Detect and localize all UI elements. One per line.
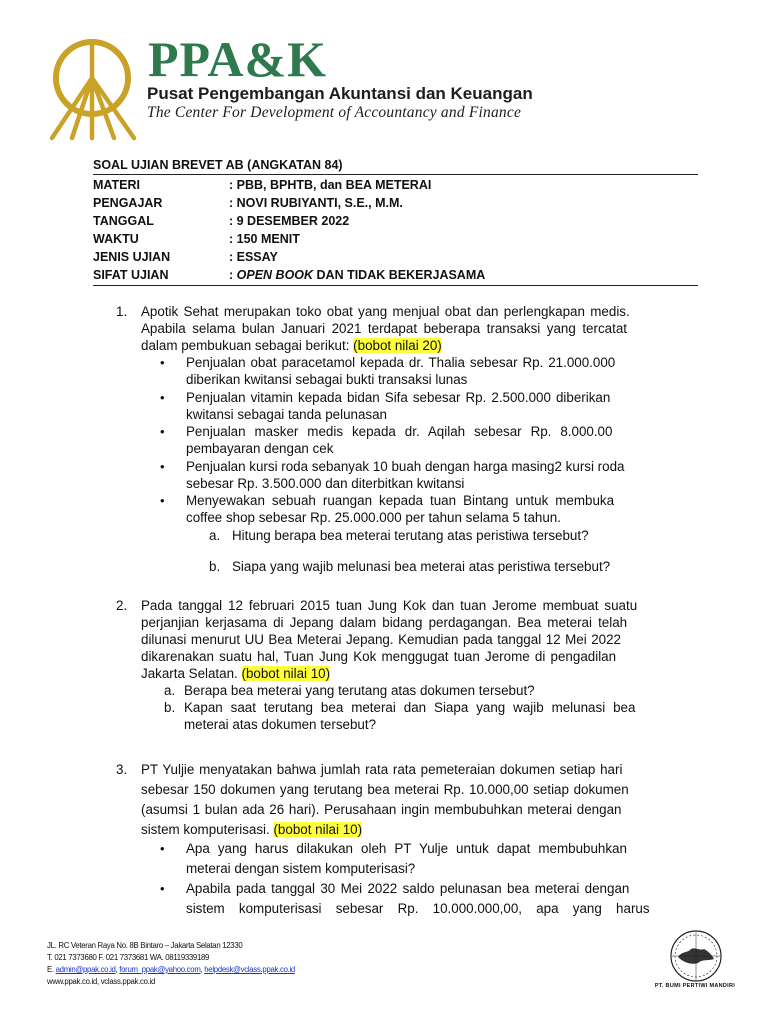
- footer-websites: www.ppak.co.id, vclass.ppak.co.id: [47, 977, 155, 986]
- bullet-line: pembayaran dengan cek: [186, 441, 334, 456]
- info-value: : 150 MENIT: [229, 232, 300, 246]
- company-name: PT. BUMI PERTIWI MANDIRI: [654, 983, 736, 989]
- info-row-tanggal: [93, 212, 698, 230]
- info-value-suffix: DAN TIDAK BEKERJASAMA: [313, 268, 486, 282]
- info-label: WAKTU: [93, 232, 139, 246]
- info-row-pengajar: [93, 194, 698, 212]
- bullet-line: kwitansi sebagai tanda pelunasan: [186, 407, 388, 422]
- bullet-icon: •: [160, 493, 165, 508]
- bullet-line: meterai dengan sistem komputerisasi?: [186, 861, 416, 876]
- bullet-icon: •: [160, 459, 165, 474]
- sub-question: Berapa bea meterai yang terutang atas dokumen tersebut?: [184, 683, 535, 698]
- question-line: [141, 665, 330, 682]
- info-label: JENIS UJIAN: [93, 250, 171, 264]
- bullet-line: Apa yang harus dilakukan oleh PT Yulje untuk dapat membubuhkan: [186, 841, 627, 856]
- bullet-line: Penjualan kursi roda sebanyak 10 buah dengan harga masing2 kursi roda: [186, 459, 625, 474]
- info-row-jenis-ujian: [93, 248, 698, 266]
- question-number: 2.: [116, 598, 128, 613]
- question-line: Pada tanggal 12 februari 2015 tuan Jung Kok dan tuan Jerome membuat suatu: [141, 598, 638, 613]
- info-label: PENGAJAR: [93, 196, 163, 210]
- sub-question: Hitung berapa bea meterai terutang atas peristiwa tersebut?: [232, 528, 589, 543]
- question-line: dikarenakan suatu hal, Tuan Jung Kok menggugat tuan Jerome di pengadilan: [141, 649, 617, 664]
- bullet-line: sistem komputerisasi sebesar Rp. 10.000.000,00, apa yang harus: [186, 901, 650, 916]
- exam-title: SOAL UJIAN BREVET AB (ANGKATAN 84): [93, 158, 343, 172]
- question-line: Apabila selama bulan Januari 2021 terdapat beberapa transaksi yang tercatat: [141, 321, 627, 336]
- bullet-line: Penjualan vitamin kepada bidan Sifa sebesar Rp. 2.500.000 diberikan: [186, 390, 611, 405]
- info-value-prefix: :: [229, 268, 237, 282]
- brand-tagline: The Center For Development of Accountancy and Finance: [147, 104, 522, 121]
- question-line: perjanjian kerjasama di Jepang dalam bidang perdagangan. Bea meterai telah: [141, 615, 628, 630]
- sub-label: a.: [209, 528, 221, 543]
- question-line-text: sistem komputerisasi.: [141, 822, 274, 837]
- bullet-icon: •: [160, 390, 165, 405]
- question-line: [141, 337, 442, 354]
- info-label: SIFAT UJIAN: [93, 268, 169, 282]
- email-link-helpdesk[interactable]: helpdesk@vclass.ppak.co.id: [204, 965, 295, 974]
- info-value: : ESSAY: [229, 250, 278, 264]
- bullet-icon: •: [160, 424, 165, 439]
- footer-separator: ,: [115, 965, 120, 974]
- question-line: sebesar 150 dokumen yang terutang bea meterai Rp. 10.000,00 setiap dokumen: [141, 782, 629, 797]
- footer-email-prefix: E.: [47, 965, 56, 974]
- question-number: 3.: [116, 762, 128, 777]
- question-line: [141, 821, 362, 838]
- company-seal-icon: [664, 927, 728, 985]
- bullet-line: Penjualan obat paracetamol kepada dr. Thalia sebesar Rp. 21.000.000: [186, 355, 616, 370]
- info-value-italic: OPEN BOOK: [236, 268, 314, 282]
- footer-separator: ,: [200, 965, 205, 974]
- info-value: : NOVI RUBIYANTI, S.E., M.M.: [229, 196, 403, 210]
- info-value: : 9 DESEMBER 2022: [229, 214, 350, 228]
- sub-question: Kapan saat terutang bea meterai dan Siapa yang wajib melunasi bea: [184, 700, 636, 715]
- info-row-waktu: [93, 230, 698, 248]
- bullet-icon: •: [160, 355, 165, 370]
- footer-contact: [47, 940, 295, 988]
- footer-emails: [47, 964, 295, 976]
- info-row-sifat-ujian: [93, 266, 698, 284]
- bullet-line: Penjualan masker medis kepada dr. Aqilah sebesar Rp. 8.000.00: [186, 424, 613, 439]
- footer-phones: T. 021 7373680 F. 021 7373681 WA. 08119339189: [47, 953, 210, 962]
- bullet-line: Apabila pada tanggal 30 Mei 2022 saldo pelunasan bea meterai dengan: [186, 881, 630, 896]
- info-value: : PBB, BPHTB, dan BEA METERAI: [229, 178, 432, 192]
- exam-info-table: [93, 176, 698, 284]
- sub-label: b.: [164, 700, 176, 715]
- divider-top: [93, 174, 698, 175]
- question-line: Apotik Sehat merupakan toko obat yang menjual obat dan perlengkapan medis.: [141, 304, 630, 319]
- footer-address: JL. RC Veteran Raya No. 8B Bintaro – Jakarta Selatan 12330: [47, 941, 243, 950]
- ppak-logo-icon: [34, 22, 154, 142]
- brand-title: PPA&K: [148, 31, 328, 87]
- question-line: dilunasi menurut UU Bea Meterai Jepang. Kemudian pada tanggal 12 Mei 2022: [141, 632, 622, 647]
- email-link-forum[interactable]: forum_ppak@yahoo.com: [119, 965, 201, 974]
- bullet-line: Menyewakan sebuah ruangan kepada tuan Bintang untuk membuka: [186, 493, 615, 508]
- score-weight: (bobot nilai 10): [273, 822, 363, 837]
- sub-label: a.: [164, 683, 176, 698]
- bullet-icon: •: [160, 881, 165, 896]
- sub-question: meterai atas dokumen tersebut?: [184, 717, 377, 732]
- email-link-admin[interactable]: admin@ppak.co.id: [55, 965, 116, 974]
- question-line-text: Jakarta Selatan.: [141, 666, 242, 681]
- question-line-text: dalam pembukuan sebagai berikut:: [141, 338, 354, 353]
- info-label: MATERI: [93, 178, 140, 192]
- question-line: PT Yuljie menyatakan bahwa jumlah rata rata pemeteraian dokumen setiap hari: [141, 762, 623, 777]
- sub-question: Siapa yang wajib melunasi bea meterai atas peristiwa tersebut?: [232, 559, 611, 574]
- info-row-materi: [93, 176, 698, 194]
- question-line: (asumsi 1 bulan ada 26 hari). Perusahaan ingin membubuhkan meterai dengan: [141, 802, 622, 817]
- info-value: [229, 266, 485, 284]
- sub-label: b.: [209, 559, 221, 574]
- info-label: TANGGAL: [93, 214, 154, 228]
- bullet-line: sebesar Rp. 3.500.000 dan diterbitkan kwitansi: [186, 476, 465, 491]
- question-number: 1.: [116, 304, 128, 319]
- score-weight: (bobot nilai 20): [353, 338, 442, 353]
- score-weight: (bobot nilai 10): [241, 666, 331, 681]
- bullet-icon: •: [160, 841, 165, 856]
- divider-bottom: [93, 285, 698, 286]
- bullet-line: diberikan kwitansi sebagai bukti transaksi lunas: [186, 372, 468, 387]
- brand-subtitle: Pusat Pengembangan Akuntansi dan Keuangan: [147, 84, 533, 103]
- bullet-line: coffee shop sebesar Rp. 25.000.000 per tahun selama 5 tahun.: [186, 510, 561, 525]
